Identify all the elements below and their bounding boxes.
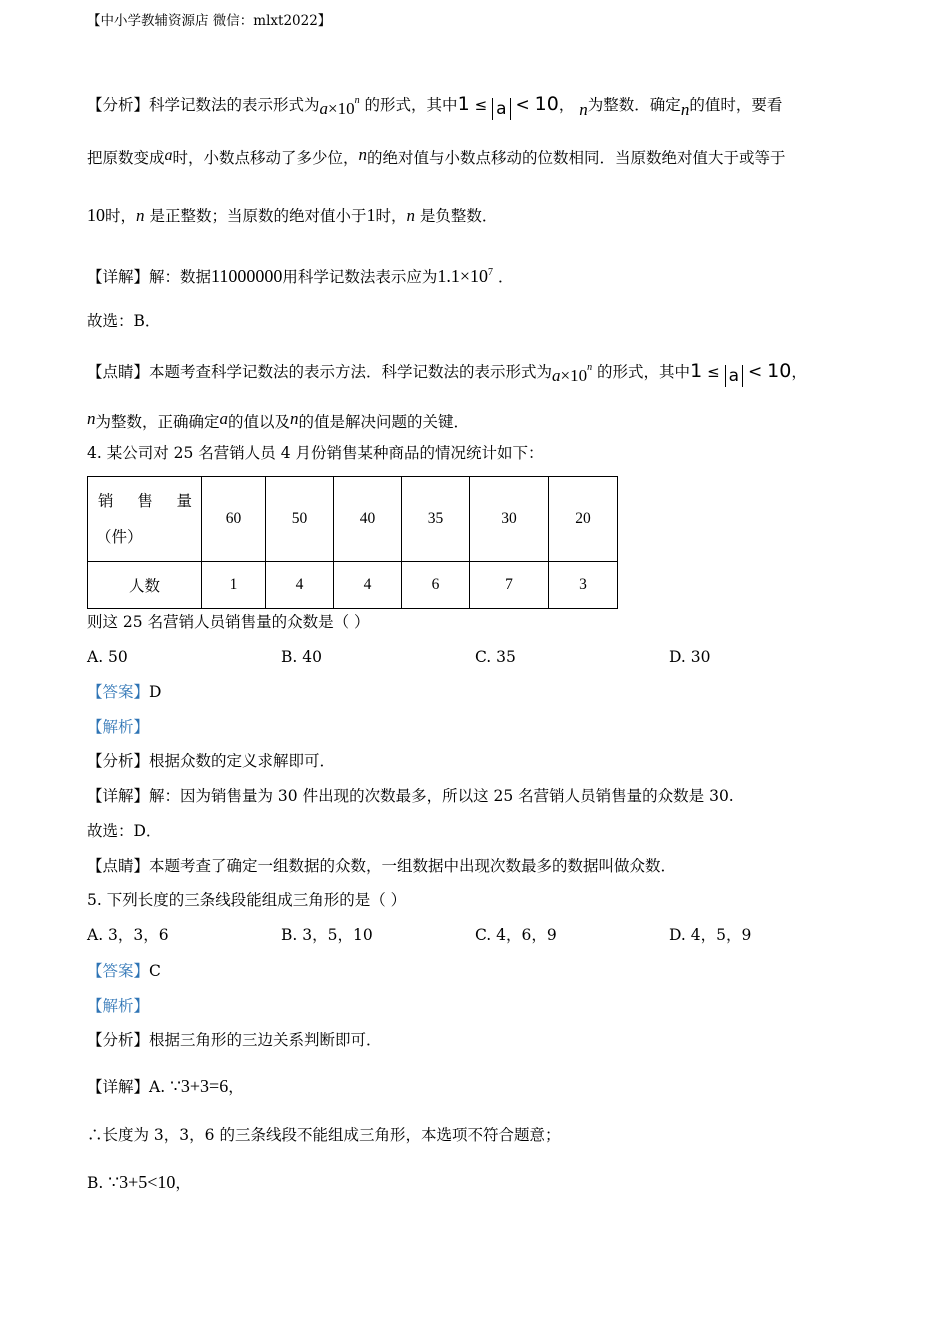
sci-a: a <box>319 99 329 118</box>
because-symbol-2: ∵ <box>108 1173 120 1192</box>
q5-option-c: C. 4，6，9 <box>475 926 557 944</box>
table-cell: 1 <box>202 562 266 609</box>
abs-a-2: a <box>725 365 743 387</box>
q3-comment-line-2: n为整数，正确确定a的值以及n的值是解决问题的关键． <box>87 409 470 431</box>
q4-option-c: C. 35 <box>475 648 516 666</box>
q4-question: 则这 25 名营销人员销售量的众数是（ ） <box>87 613 370 631</box>
because-symbol: ∵ <box>170 1077 181 1096</box>
q4-stem: 4. 某公司对 25 名营销人员 4 月份销售某种商品的情况统计如下： <box>87 444 544 462</box>
table-row <box>88 477 618 562</box>
table-cell: 50 <box>266 477 334 562</box>
table-cell: 人数 <box>88 562 202 609</box>
q3-analysis-line-1: 【分析】科学记数法的表示形式为$a\times 10^n$ 的形式，其中1 ≤ a < 10， n为整数．确定n的值时，要看 <box>87 93 783 119</box>
table-row <box>88 562 618 609</box>
q3-detail: 【详解】解：数据11000000用科学记数法表示应为$1.1\times 10^7$ ． <box>87 266 514 286</box>
table-cell: 35 <box>402 477 470 562</box>
q5-option-a: A. 3，3，6 <box>87 926 169 944</box>
table-cell: 4 <box>334 562 402 609</box>
q4-option-d: D. 30 <box>669 648 711 666</box>
table-cell: 30 <box>470 477 549 562</box>
q4-option-a: A. 50 <box>87 648 128 666</box>
table-cell: 6 <box>402 562 470 609</box>
q5-stem: 5. 下列长度的三条线段能组成三角形的是（ ） <box>87 891 407 909</box>
q5-detail-a: 【详解】A. ∵3+3=6， <box>87 1076 244 1096</box>
table-cell: 60 <box>202 477 266 562</box>
table-cell: 3 <box>549 562 618 609</box>
abs-a: a <box>492 98 510 120</box>
q3-choose: 故选：B． <box>87 312 161 330</box>
q5-option-b: B. 3，5，10 <box>281 926 373 944</box>
sales-header-cell: 销 售 量 （件） <box>88 477 202 562</box>
q5-therefore-line: ∴长度为 3，3，6 的三条线段不能组成三角形，本选项不符合题意； <box>87 1126 561 1144</box>
q4-detail: 【详解】解：因为销售量为 30 件出现的次数最多，所以这 25 名营销人员销售量的众数是 30. <box>87 787 734 805</box>
q5-option-d: D. 4，5，9 <box>669 926 752 944</box>
q3-analysis-line-3: 10时，n 是正整数；当原数的绝对值小于1时，n 是负整数． <box>87 205 498 225</box>
q4-analysis: 【分析】根据众数的定义求解即可． <box>87 752 336 770</box>
table-cell: 7 <box>470 562 549 609</box>
q3-analysis-line-2: 把原数变成a时，小数点移动了多少位，n的绝对值与小数点移动的位数相同．当原数绝对值大于或等于 <box>87 145 786 167</box>
table-cell: 40 <box>334 477 402 562</box>
q5-analysis: 【分析】根据三角形的三边关系判断即可． <box>87 1031 382 1049</box>
q4-choose: 故选：D． <box>87 822 162 840</box>
shop-header: 【中小学教辅资源店 微信：mlxt2022】 <box>87 13 332 29</box>
table-cell: 4 <box>266 562 334 609</box>
q4-option-b: B. 40 <box>281 648 322 666</box>
q5-answer: 【答案】C <box>87 962 161 980</box>
q4-answer: 【答案】D <box>87 683 162 701</box>
table-cell: 20 <box>549 477 618 562</box>
q5-solution-label: 【解析】 <box>87 997 150 1015</box>
q4-solution-label: 【解析】 <box>87 718 150 736</box>
q5-detail-b: B. ∵3+5<10， <box>87 1172 191 1192</box>
sales-table <box>87 476 618 609</box>
q4-comment: 【点睛】本题考查了确定一组数据的众数，一组数据中出现次数最多的数据叫做众数． <box>87 857 677 875</box>
q3-comment-line-1: 【点睛】本题考查科学记数法的表示方法．科学记数法的表示形式为$a\times 10^n$ 的形式，其中1 ≤ a < 10， <box>87 360 807 386</box>
